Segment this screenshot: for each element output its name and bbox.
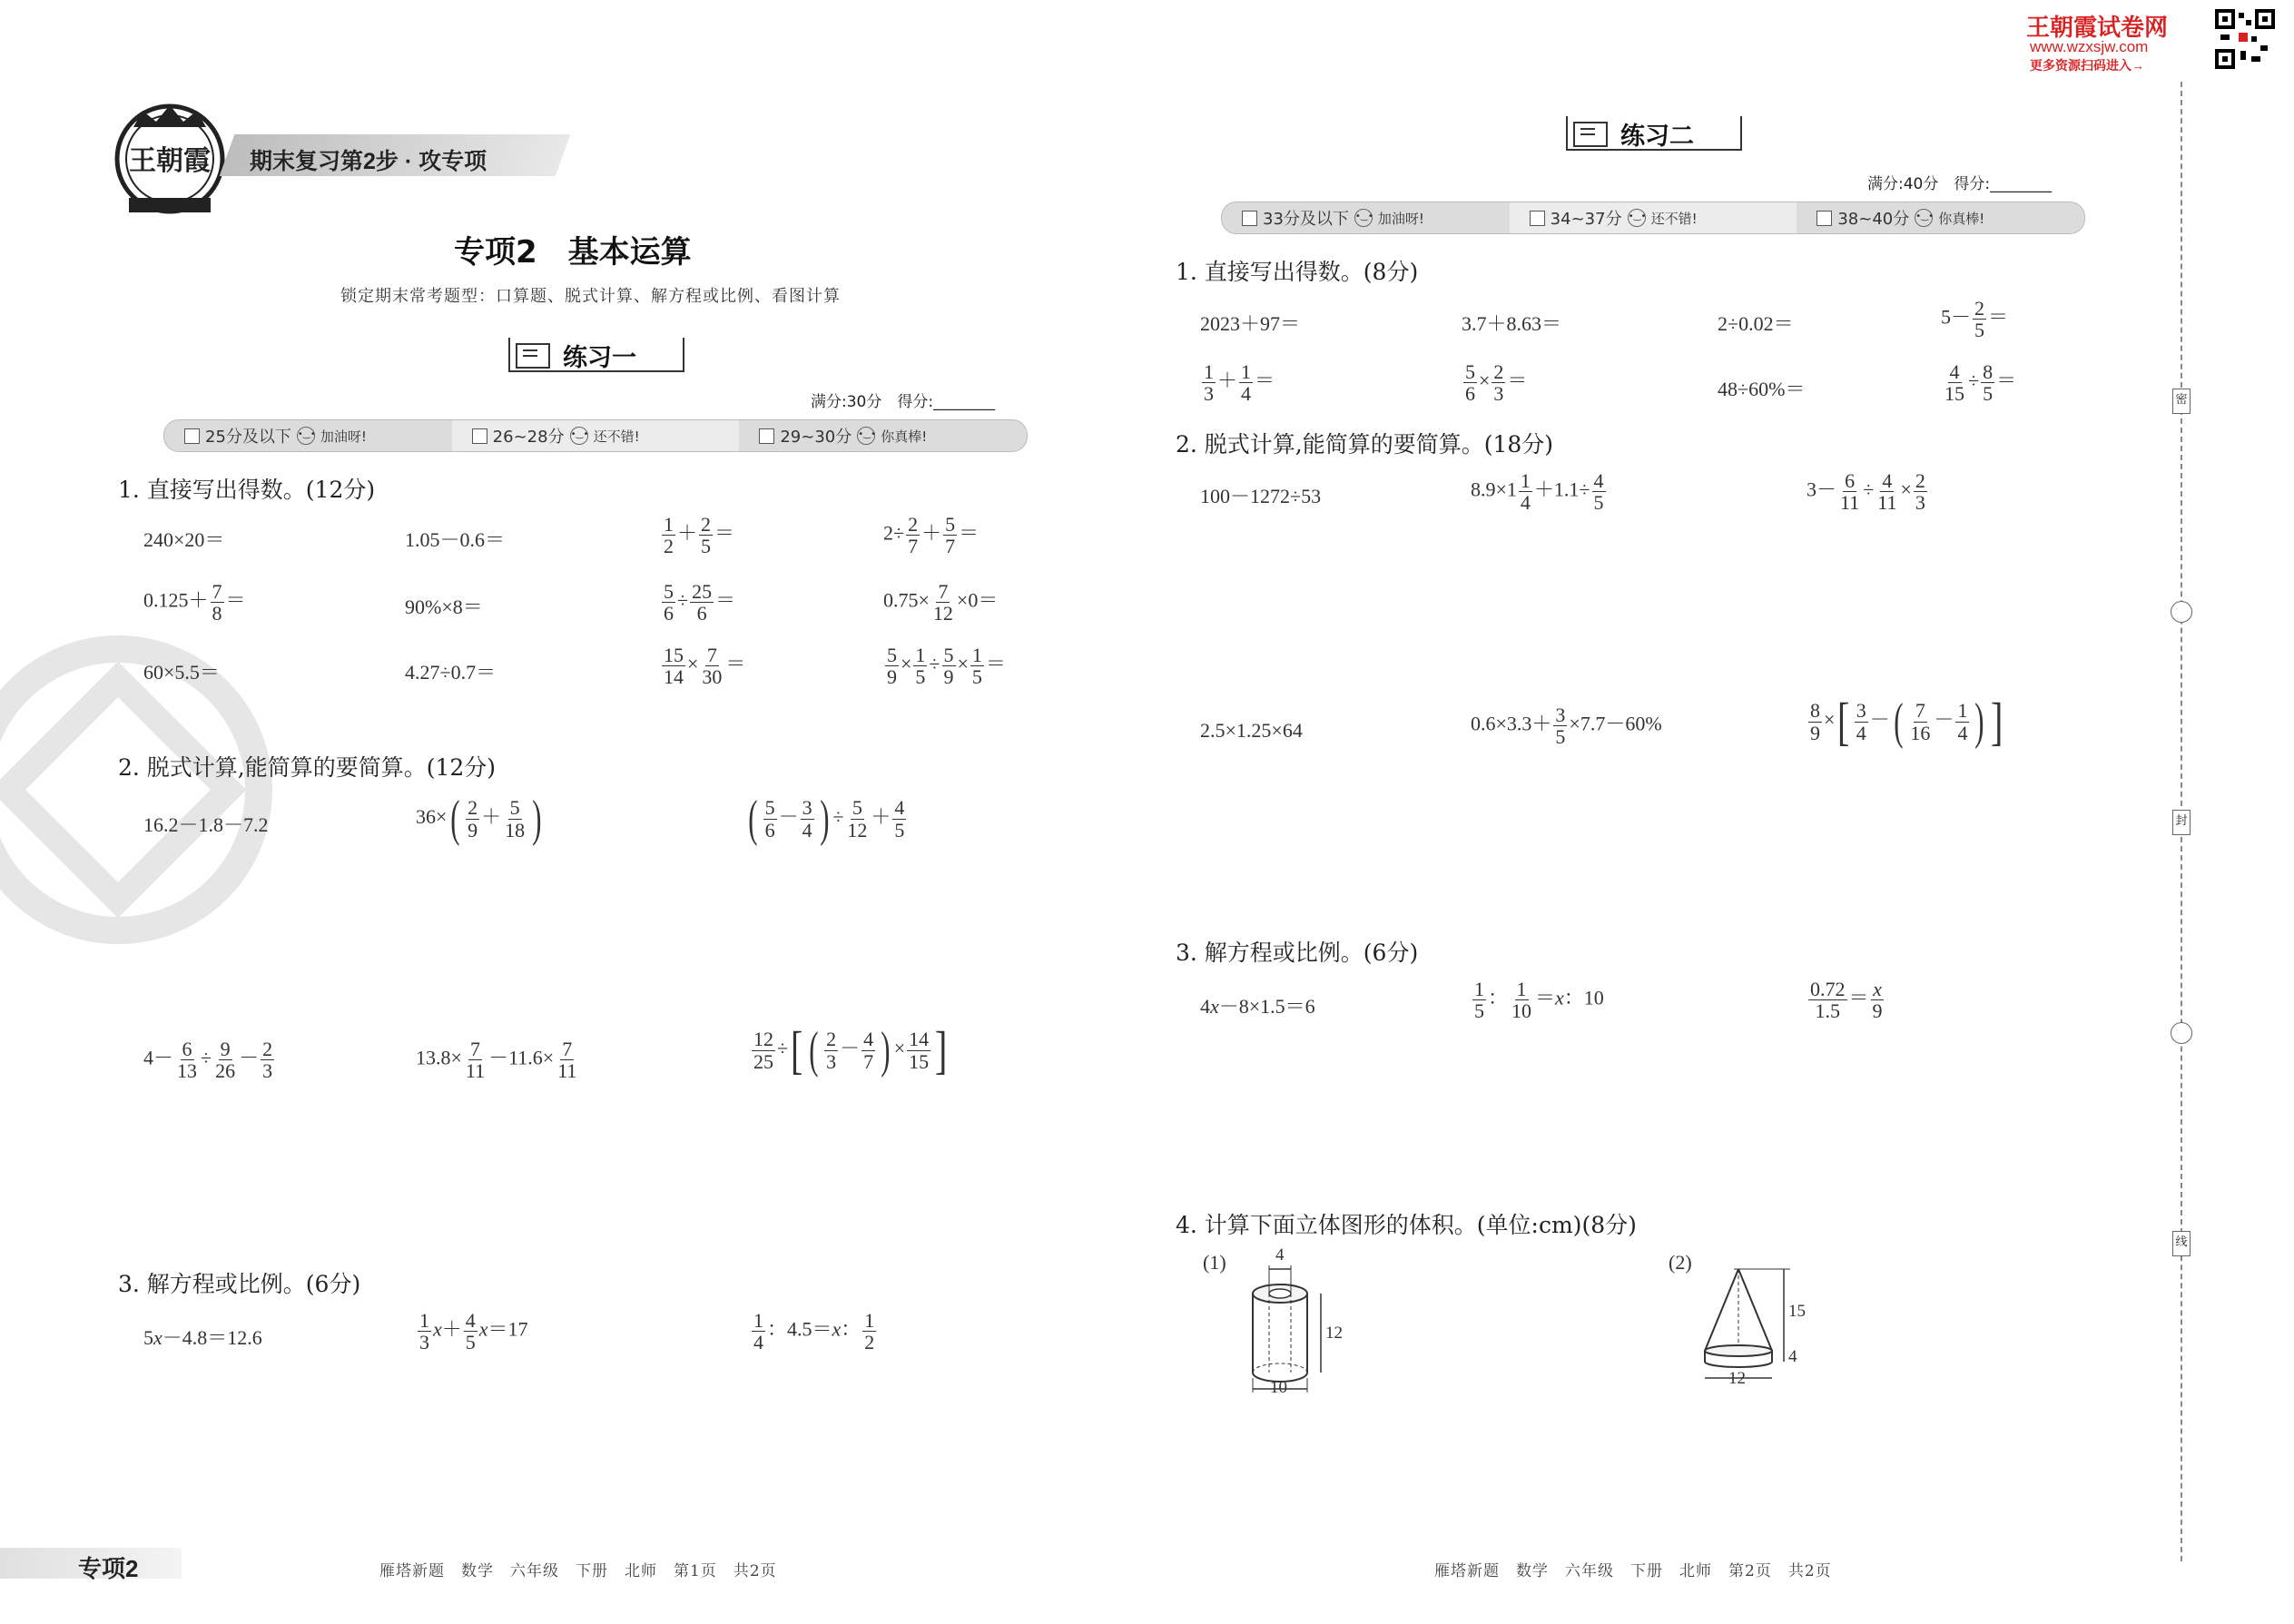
rating-segment: 26~28分 •‿• 还不错! <box>452 420 740 451</box>
checkbox[interactable] <box>184 428 200 444</box>
footer-right: 雁塔新题 数学 六年级 下册 北师 第2页 共2页 <box>1434 1562 1832 1580</box>
checkbox[interactable] <box>759 428 774 444</box>
math-item: $\frac{1}{5}$ ： $\frac{1}{10}$ ＝x：10 <box>1474 978 1604 1023</box>
question-title: 3. 解方程或比例。(6分) <box>1176 940 1419 966</box>
checkbox[interactable] <box>1816 211 1832 226</box>
math-item: ( $\frac{5}{6}$ － $\frac{3}{4}$ ) ÷ $\frac{5}{12}$ ＋ $\frac{4}{5}$ <box>748 791 905 847</box>
dim-label: 12 <box>1728 1369 1746 1388</box>
math-item: 16.2－1.8－7.2 <box>143 813 269 836</box>
circle-mark <box>2171 1022 2192 1044</box>
math-item: $\frac{15}{14}$ × $\frac{7}{30}$ ＝ <box>664 644 746 689</box>
math-item: 8.9×1 $\frac{1}{4}$ ＋1.1÷ $\frac{4}{5}$ <box>1471 469 1604 515</box>
math-item: 0.6×3.3＋ $\frac{3}{5}$ ×7.7－60% <box>1471 704 1662 749</box>
math-item: 3.7＋8.63＝ <box>1462 312 1562 335</box>
circle-mark <box>2171 601 2192 623</box>
figure-label: (2) <box>1669 1251 1692 1274</box>
math-item: 3－ $\frac{6}{11}$ ÷ $\frac{4}{11}$ × $\frac{2}{3}$ <box>1807 469 1925 515</box>
footer-tag: 专项2 <box>78 1555 139 1582</box>
question-title: 1. 直接写出得数。(8分) <box>1176 259 1419 285</box>
rating-bar <box>163 419 1028 452</box>
checkbox[interactable] <box>1530 211 1545 226</box>
question-title: 2. 脱式计算,能简算的要简算。(12分) <box>118 754 497 781</box>
practice-title: 练习二 <box>1620 123 1694 151</box>
score-line: 满分:30分 得分:________ <box>811 393 996 411</box>
math-item: 0.125＋ $\frac{7}{8}$ ＝ <box>143 580 246 625</box>
math-item: 36×( $\frac{2}{9}$ ＋ $\frac{5}{18}$ ) <box>416 791 542 847</box>
math-item: 4.27÷0.7＝ <box>405 661 497 684</box>
smiley-icon: •‿• <box>1628 209 1646 227</box>
math-item: 2÷ $\frac{2}{7}$ ＋ $\frac{5}{7}$ ＝ <box>883 513 980 558</box>
dim-label: 15 <box>1788 1302 1806 1321</box>
page-subtitle: 锁定期末常考题型：口算题、脱式计算、解方程或比例、看图计算 <box>340 287 841 306</box>
math-item: 100－1272÷53 <box>1200 485 1322 507</box>
checkbox[interactable] <box>1242 211 1257 226</box>
math-item: 240×20＝ <box>143 528 225 551</box>
smiley-icon: •‿• <box>857 427 875 445</box>
math-item: 13.8× $\frac{7}{11}$ －11.6× $\frac{7}{11}$ <box>416 1038 577 1083</box>
math-item: $\frac{4}{15}$ ÷ $\frac{8}{5}$ ＝ <box>1944 360 2017 406</box>
math-item: 48÷60%＝ <box>1718 378 1806 400</box>
practice-icon <box>516 343 550 369</box>
smiley-icon: •‿• <box>297 427 315 445</box>
math-item: $\frac{1}{4}$ ：4.5＝x： $\frac{1}{2}$ <box>753 1309 875 1354</box>
math-item: 0.75× $\frac{7}{12}$ ×0＝ <box>883 580 999 625</box>
site-promo[interactable]: 更多资源扫码进入→ <box>2030 58 2144 73</box>
math-item: $\frac{0.72}{1.5}$ ＝ $\frac{x}{9}$ <box>1810 978 1883 1023</box>
page-title: 专项2 基本运算 <box>454 234 692 271</box>
qr-code-icon[interactable] <box>2215 9 2275 69</box>
figure-label: (1) <box>1203 1251 1226 1274</box>
math-item: 5x－4.8＝12.6 <box>143 1326 262 1349</box>
question-title: 3. 解方程或比例。(6分) <box>118 1271 361 1297</box>
rating-segment: 34~37分 •‿• 还不错! <box>1510 202 1797 233</box>
hollow-cylinder-figure <box>1235 1245 1362 1398</box>
rating-segment: 25分及以下 •‿• 加油呀! <box>164 424 452 448</box>
site-name: 王朝霞试卷网 <box>2026 14 2169 41</box>
checkbox[interactable] <box>472 428 487 444</box>
cone-cylinder-figure <box>1689 1262 1816 1389</box>
math-item: 1.05－0.6＝ <box>405 528 506 551</box>
math-item: 4x－8×1.5＝6 <box>1200 995 1315 1018</box>
logo <box>111 100 229 218</box>
smiley-icon: •‿• <box>1354 209 1373 227</box>
site-url: www.wzxsjw.com <box>2030 38 2149 55</box>
question-title: 4. 计算下面立体图形的体积。(单位:cm)(8分) <box>1176 1212 1637 1238</box>
seal-mark: 线 <box>2172 1231 2191 1256</box>
seal-mark: 封 <box>2172 810 2191 835</box>
dim-label: 4 <box>1275 1245 1285 1265</box>
score-line: 满分:40分 得分:________ <box>1867 175 2053 193</box>
math-item: $\frac{1}{3}$ ＋ $\frac{1}{4}$ ＝ <box>1204 360 1275 406</box>
math-item: $\frac{5}{6}$ ÷ $\frac{25}{6}$ ＝ <box>664 580 736 625</box>
math-item: $\frac{5}{6}$ × $\frac{2}{3}$ ＝ <box>1465 360 1528 406</box>
math-item: 5－ $\frac{2}{5}$ ＝ <box>1941 297 2009 342</box>
practice-title: 练习一 <box>563 344 636 372</box>
rating-bar <box>1221 202 2085 234</box>
footer-left: 雁塔新题 数学 六年级 下册 北师 第1页 共2页 <box>379 1562 777 1580</box>
math-item: $\frac{5}{9}$ × $\frac{1}{5}$ ÷ $\frac{5}{9}$ × $\frac{1}{5}$ ＝ <box>887 644 1006 689</box>
smiley-icon: •‿• <box>1915 209 1933 227</box>
question-title: 1. 直接写出得数。(12分) <box>118 477 376 503</box>
math-item: 2023＋97＝ <box>1200 312 1301 335</box>
question-title: 2. 脱式计算,能简算的要简算。(18分) <box>1176 431 1554 458</box>
banner-text: 期末复习第2步 · 攻专项 <box>250 149 487 174</box>
math-item: $\frac{1}{3}$ x＋ $\frac{4}{5}$ x＝17 <box>419 1309 528 1354</box>
math-item: 4－ $\frac{6}{13}$ ÷ $\frac{9}{26}$ － $\frac{2}{3}$ <box>143 1038 273 1083</box>
math-item: $\frac{12}{25}$ ÷[ ( $\frac{2}{3}$ － $\frac{4}{7}$ ) × $\frac{14}{15}$ ] <box>753 1020 948 1079</box>
math-item: 2.5×1.25×64 <box>1200 719 1303 742</box>
rating-segment: 29~30分 •‿• 你真棒! <box>739 424 1027 448</box>
math-item: 90%×8＝ <box>405 595 483 618</box>
rating-segment: 33分及以下 •‿• 加油呀! <box>1222 206 1510 230</box>
practice-header-1 <box>508 338 684 372</box>
logo-text: 王朝霞 <box>129 145 211 177</box>
math-item: $\frac{1}{2}$ ＋ $\frac{2}{5}$ ＝ <box>664 513 735 558</box>
math-item: 60×5.5＝ <box>143 661 220 684</box>
math-item: $\frac{8}{9}$ ×[ $\frac{3}{4}$ －( $\frac{7}{16}$ － $\frac{1}{4}$ ) ] <box>1810 692 2004 751</box>
practice-icon <box>1573 122 1608 147</box>
dim-label: 10 <box>1270 1378 1287 1397</box>
math-item: 2÷0.02＝ <box>1718 312 1794 335</box>
rating-segment: 38~40分 •‿• 你真棒! <box>1797 206 2084 230</box>
dim-label: 4 <box>1788 1347 1797 1366</box>
smiley-icon: •‿• <box>570 427 588 445</box>
watermark-seal <box>0 635 272 944</box>
dim-label: 12 <box>1325 1324 1343 1343</box>
seal-mark: 密 <box>2172 389 2191 414</box>
practice-header-2 <box>1566 116 1742 151</box>
